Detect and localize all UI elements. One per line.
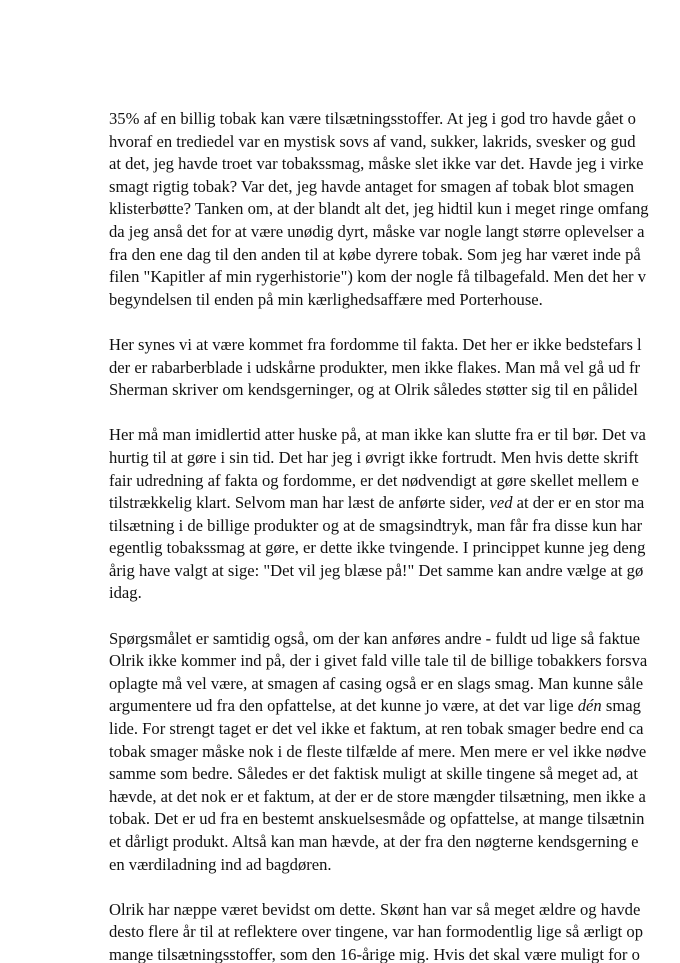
text-line: årig have valgt at sige: "Det vil jeg blæse på!" Det samme kan andre vælge at gø [109, 560, 644, 580]
text-line: idag. [109, 583, 142, 603]
text-line: Olrik ikke kommer ind på, der i givet fald ville tale til de billige tobakkers forsva [109, 651, 648, 671]
paragraph-3 [109, 424, 680, 605]
text-segment: smag [601, 696, 641, 716]
paragraph-2 [109, 334, 680, 402]
text-line: lide. For strengt taget er det vel ikke et faktum, at ren tobak smager bedre end ca [109, 719, 644, 739]
paragraph-1 [109, 108, 680, 311]
text-line: tobak smager måske nok i de fleste tilfælde af mere. Men mere er vel ikke nødve [109, 741, 647, 761]
text-line: Olrik har næppe været bevidst om dette. Skønt han var så meget ældre og havde [109, 899, 641, 919]
text-segment: at der er en stor ma [512, 493, 645, 513]
document-body [109, 108, 680, 963]
text-line: Sherman skriver om kendsgerninger, og at Olrik således støtter sig til en pålidel [109, 380, 638, 400]
text-line: oplagte må vel være, at smagen af casing også er en slags smag. Man kunne såle [109, 673, 644, 693]
text-line: desto flere år til at reflektere over tingene, var han formodentlig lige så ærligt op [109, 922, 644, 942]
text-line: samme som bedre. Således er det faktisk muligt at skille tingene så meget ad, at [109, 764, 639, 784]
text-line: fra den ene dag til den anden til at købe dyrere tobak. Som jeg har været inde på [109, 244, 641, 264]
text-line-with-italic [109, 695, 680, 718]
text-line-with-italic [109, 492, 680, 515]
paragraph-5 [109, 899, 680, 963]
text-line: da jeg anså det for at være unødig dyrt, måske var nogle langt større oplevelser a [109, 221, 645, 241]
text-line: en værdiladning ind ad bagdøren. [109, 854, 332, 874]
text-line: tilsætning i de billige produkter og at de smagsindtryk, man får fra disse kun har [109, 515, 643, 535]
text-line: Her må man imidlertid atter huske på, at man ikke kan slutte fra er til bør. Det va [109, 425, 646, 445]
text-line: Spørgsmålet er samtidig også, om der kan anføres andre - fuldt ud lige så faktue [109, 628, 641, 648]
text-line: hurtig til at gøre i sin tid. Det har jeg i øvrigt ikke fortrudt. Men hvis dette skrift [109, 447, 639, 467]
text-line: egentlig tobakssmag at gøre, er dette ikke tvingende. I princippet kunne jeg deng [109, 538, 646, 558]
text-line: klisterbøtte? Tanken om, at der blandt alt det, jeg hidtil kun i meget ringe omfang [109, 199, 649, 219]
text-line: begyndelsen til enden på min kærlighedsaffære med Porterhouse. [109, 289, 543, 309]
text-line: mange tilsætningsstoffer, som den 16-årige mig. Hvis det skal være muligt for o [109, 944, 640, 963]
text-line: smagt rigtig tobak? Var det, jeg havde antaget for smagen af tobak blot smagen [109, 176, 635, 196]
text-line: der er rabarberblade i udskårne produkter, men ikke flakes. Man må vel gå ud fr [109, 357, 641, 377]
text-line: hvoraf en trediedel var en mystisk sovs af vand, sukker, lakrids, svesker og gud [109, 131, 636, 151]
text-segment: tilstrækkelig klart. Selvom man har læst de anførte sider, [109, 493, 490, 513]
italic-word: dén [577, 696, 602, 716]
text-line: hævde, at det nok er et faktum, at der er de store mængder tilsætning, men ikke a [109, 786, 646, 806]
paragraph-4 [109, 628, 680, 877]
text-line: fair udredning af fakta og fordomme, er det nødvendigt at gøre skellet mellem e [109, 470, 639, 490]
text-line: Her synes vi at være kommet fra fordomme til fakta. Det her er ikke bedstefars l [109, 334, 642, 354]
text-line: tobak. Det er ud fra en bestemt anskuelsesmåde og opfattelse, at mange tilsætnin [109, 809, 645, 829]
text-segment: argumentere ud fra den opfattelse, at det kunne jo være, at det var lige [109, 696, 578, 716]
text-line: at det, jeg havde troet var tobakssmag, måske slet ikke var det. Havde jeg i virke [109, 154, 644, 174]
italic-word: ved [489, 493, 513, 513]
text-line: filen "Kapitler af min rygerhistorie") kom der nogle få tilbagefald. Men det her v [109, 267, 646, 287]
text-line: et dårligt produkt. Altså kan man hævde, at der fra den nøgterne kendsgerning e [109, 832, 639, 851]
text-line: 35% af en billig tobak kan være tilsætningsstoffer. At jeg i god tro havde gået o [109, 109, 636, 128]
